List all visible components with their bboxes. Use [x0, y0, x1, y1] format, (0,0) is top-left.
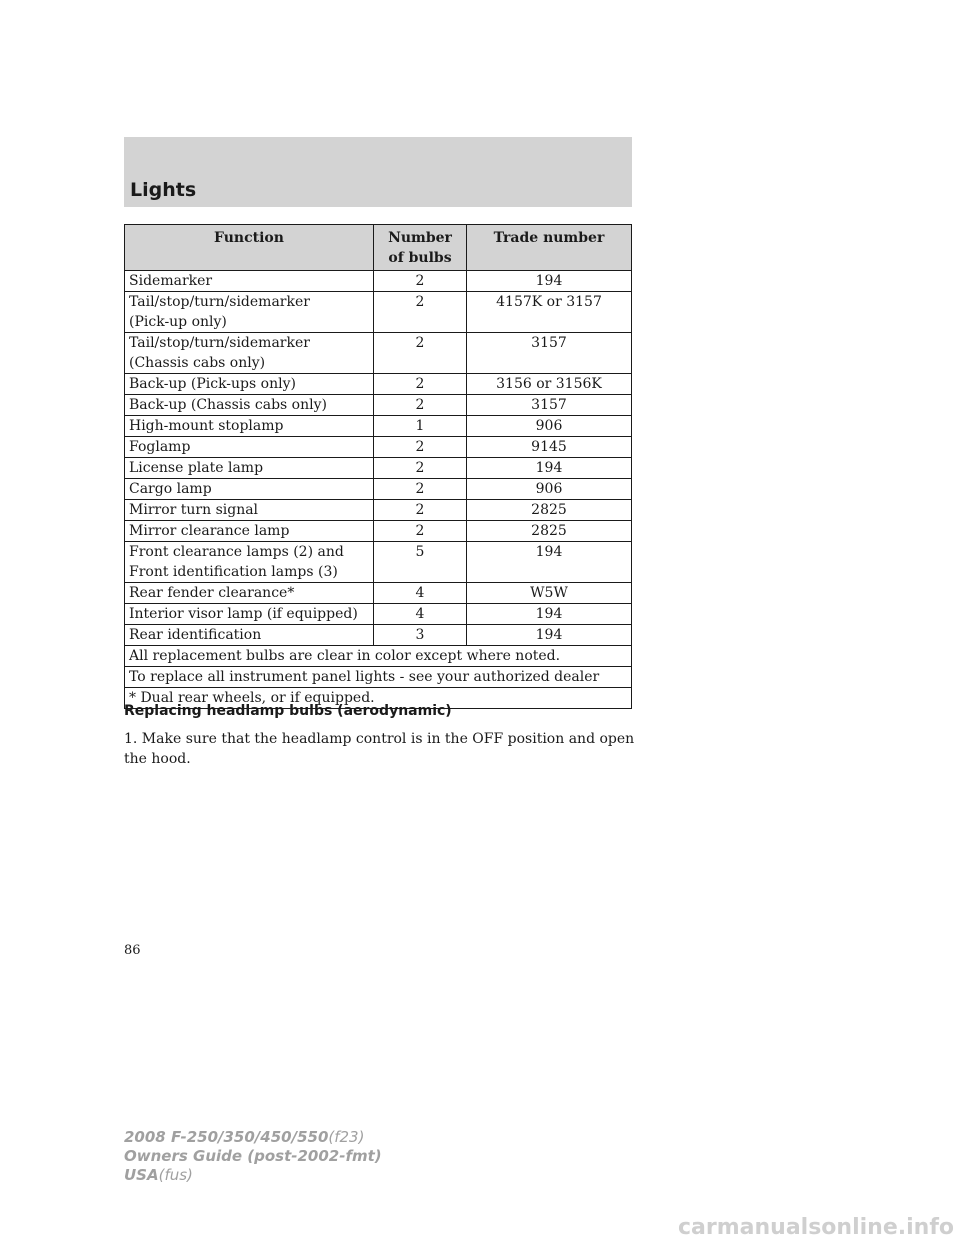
- footer-region-line: [124, 1166, 382, 1185]
- cell-bulb-count: 2: [374, 292, 467, 333]
- cell-function: Back-up (Pick-ups only): [125, 374, 374, 395]
- cell-function: Front clearance lamps (2) and Front identification lamps (3): [125, 542, 374, 583]
- table-note: All replacement bulbs are clear in color except where noted.: [125, 646, 632, 667]
- cell-function: Sidemarker: [125, 271, 374, 292]
- table-row: [125, 271, 632, 292]
- table-note-row: [125, 667, 632, 688]
- footer-guide: Owners Guide (post-2002-fmt): [124, 1147, 382, 1165]
- table-note: To replace all instrument panel lights - see your authorized dealer: [125, 667, 632, 688]
- cell-bulb-count: 2: [374, 521, 467, 542]
- cell-bulb-count: 4: [374, 583, 467, 604]
- cell-bulb-count: 2: [374, 271, 467, 292]
- table-row: [125, 521, 632, 542]
- bulb-specification-table: [124, 224, 632, 709]
- cell-function: Mirror clearance lamp: [125, 521, 374, 542]
- cell-trade-number: 4157K or 3157: [467, 292, 632, 333]
- section-title: Lights: [130, 179, 197, 201]
- header-trade-number: Trade number: [467, 225, 632, 271]
- header-number-of-bulbs: Number of bulbs: [374, 225, 467, 271]
- cell-trade-number: 194: [467, 458, 632, 479]
- table-row: [125, 604, 632, 625]
- page-number: 86: [124, 943, 141, 958]
- table-row: [125, 292, 632, 333]
- cell-trade-number: 3157: [467, 333, 632, 374]
- cell-function: Back-up (Chassis cabs only): [125, 395, 374, 416]
- cell-function: High-mount stoplamp: [125, 416, 374, 437]
- cell-function: Tail/stop/turn/sidemarker (Chassis cabs only): [125, 333, 374, 374]
- document-footer: [124, 1128, 382, 1185]
- cell-trade-number: 906: [467, 416, 632, 437]
- cell-bulb-count: 2: [374, 458, 467, 479]
- footer-region-code: (fus): [158, 1166, 193, 1184]
- table-row: [125, 374, 632, 395]
- cell-function: Foglamp: [125, 437, 374, 458]
- table-note-row: [125, 646, 632, 667]
- cell-function: Mirror turn signal: [125, 500, 374, 521]
- cell-trade-number: 194: [467, 542, 632, 583]
- table-row: [125, 416, 632, 437]
- footer-model-line: [124, 1128, 382, 1147]
- cell-bulb-count: 2: [374, 500, 467, 521]
- cell-trade-number: 3157: [467, 395, 632, 416]
- cell-trade-number: W5W: [467, 583, 632, 604]
- cell-bulb-count: 2: [374, 479, 467, 500]
- cell-trade-number: 2825: [467, 521, 632, 542]
- table-row: [125, 583, 632, 604]
- section-subheading: Replacing headlamp bulbs (aerodynamic): [124, 703, 452, 719]
- cell-function: Cargo lamp: [125, 479, 374, 500]
- table-row: [125, 479, 632, 500]
- cell-trade-number: 194: [467, 604, 632, 625]
- cell-function: Tail/stop/turn/sidemarker (Pick-up only): [125, 292, 374, 333]
- site-watermark: carmanualsonline.info: [678, 1215, 954, 1240]
- cell-bulb-count: 2: [374, 374, 467, 395]
- table-row: [125, 625, 632, 646]
- cell-trade-number: 9145: [467, 437, 632, 458]
- table-row: [125, 458, 632, 479]
- table-row: [125, 500, 632, 521]
- cell-bulb-count: 4: [374, 604, 467, 625]
- cell-trade-number: 906: [467, 479, 632, 500]
- cell-bulb-count: 2: [374, 395, 467, 416]
- cell-trade-number: 194: [467, 625, 632, 646]
- cell-bulb-count: 2: [374, 333, 467, 374]
- instruction-step-1: 1. Make sure that the headlamp control is in the OFF position and open the hood.: [124, 731, 635, 767]
- cell-function: License plate lamp: [125, 458, 374, 479]
- cell-function: Rear fender clearance*: [125, 583, 374, 604]
- cell-trade-number: 3156 or 3156K: [467, 374, 632, 395]
- cell-bulb-count: 2: [374, 437, 467, 458]
- cell-bulb-count: 3: [374, 625, 467, 646]
- table-note: * Dual rear wheels, or if equipped.: [125, 688, 632, 709]
- table-row: [125, 437, 632, 458]
- section-header-band: [124, 137, 632, 207]
- cell-bulb-count: 1: [374, 416, 467, 437]
- table-row: [125, 333, 632, 374]
- table-header-row: [125, 225, 632, 271]
- table-row: [125, 395, 632, 416]
- footer-region: USA: [124, 1166, 159, 1184]
- cell-function: Rear identification: [125, 625, 374, 646]
- cell-trade-number: 194: [467, 271, 632, 292]
- table-row: [125, 542, 632, 583]
- footer-model: 2008 F-250/350/450/550: [124, 1128, 329, 1146]
- cell-trade-number: 2825: [467, 500, 632, 521]
- header-function: Function: [125, 225, 374, 271]
- cell-bulb-count: 5: [374, 542, 467, 583]
- footer-model-code: (f23): [328, 1128, 365, 1146]
- cell-function: Interior visor lamp (if equipped): [125, 604, 374, 625]
